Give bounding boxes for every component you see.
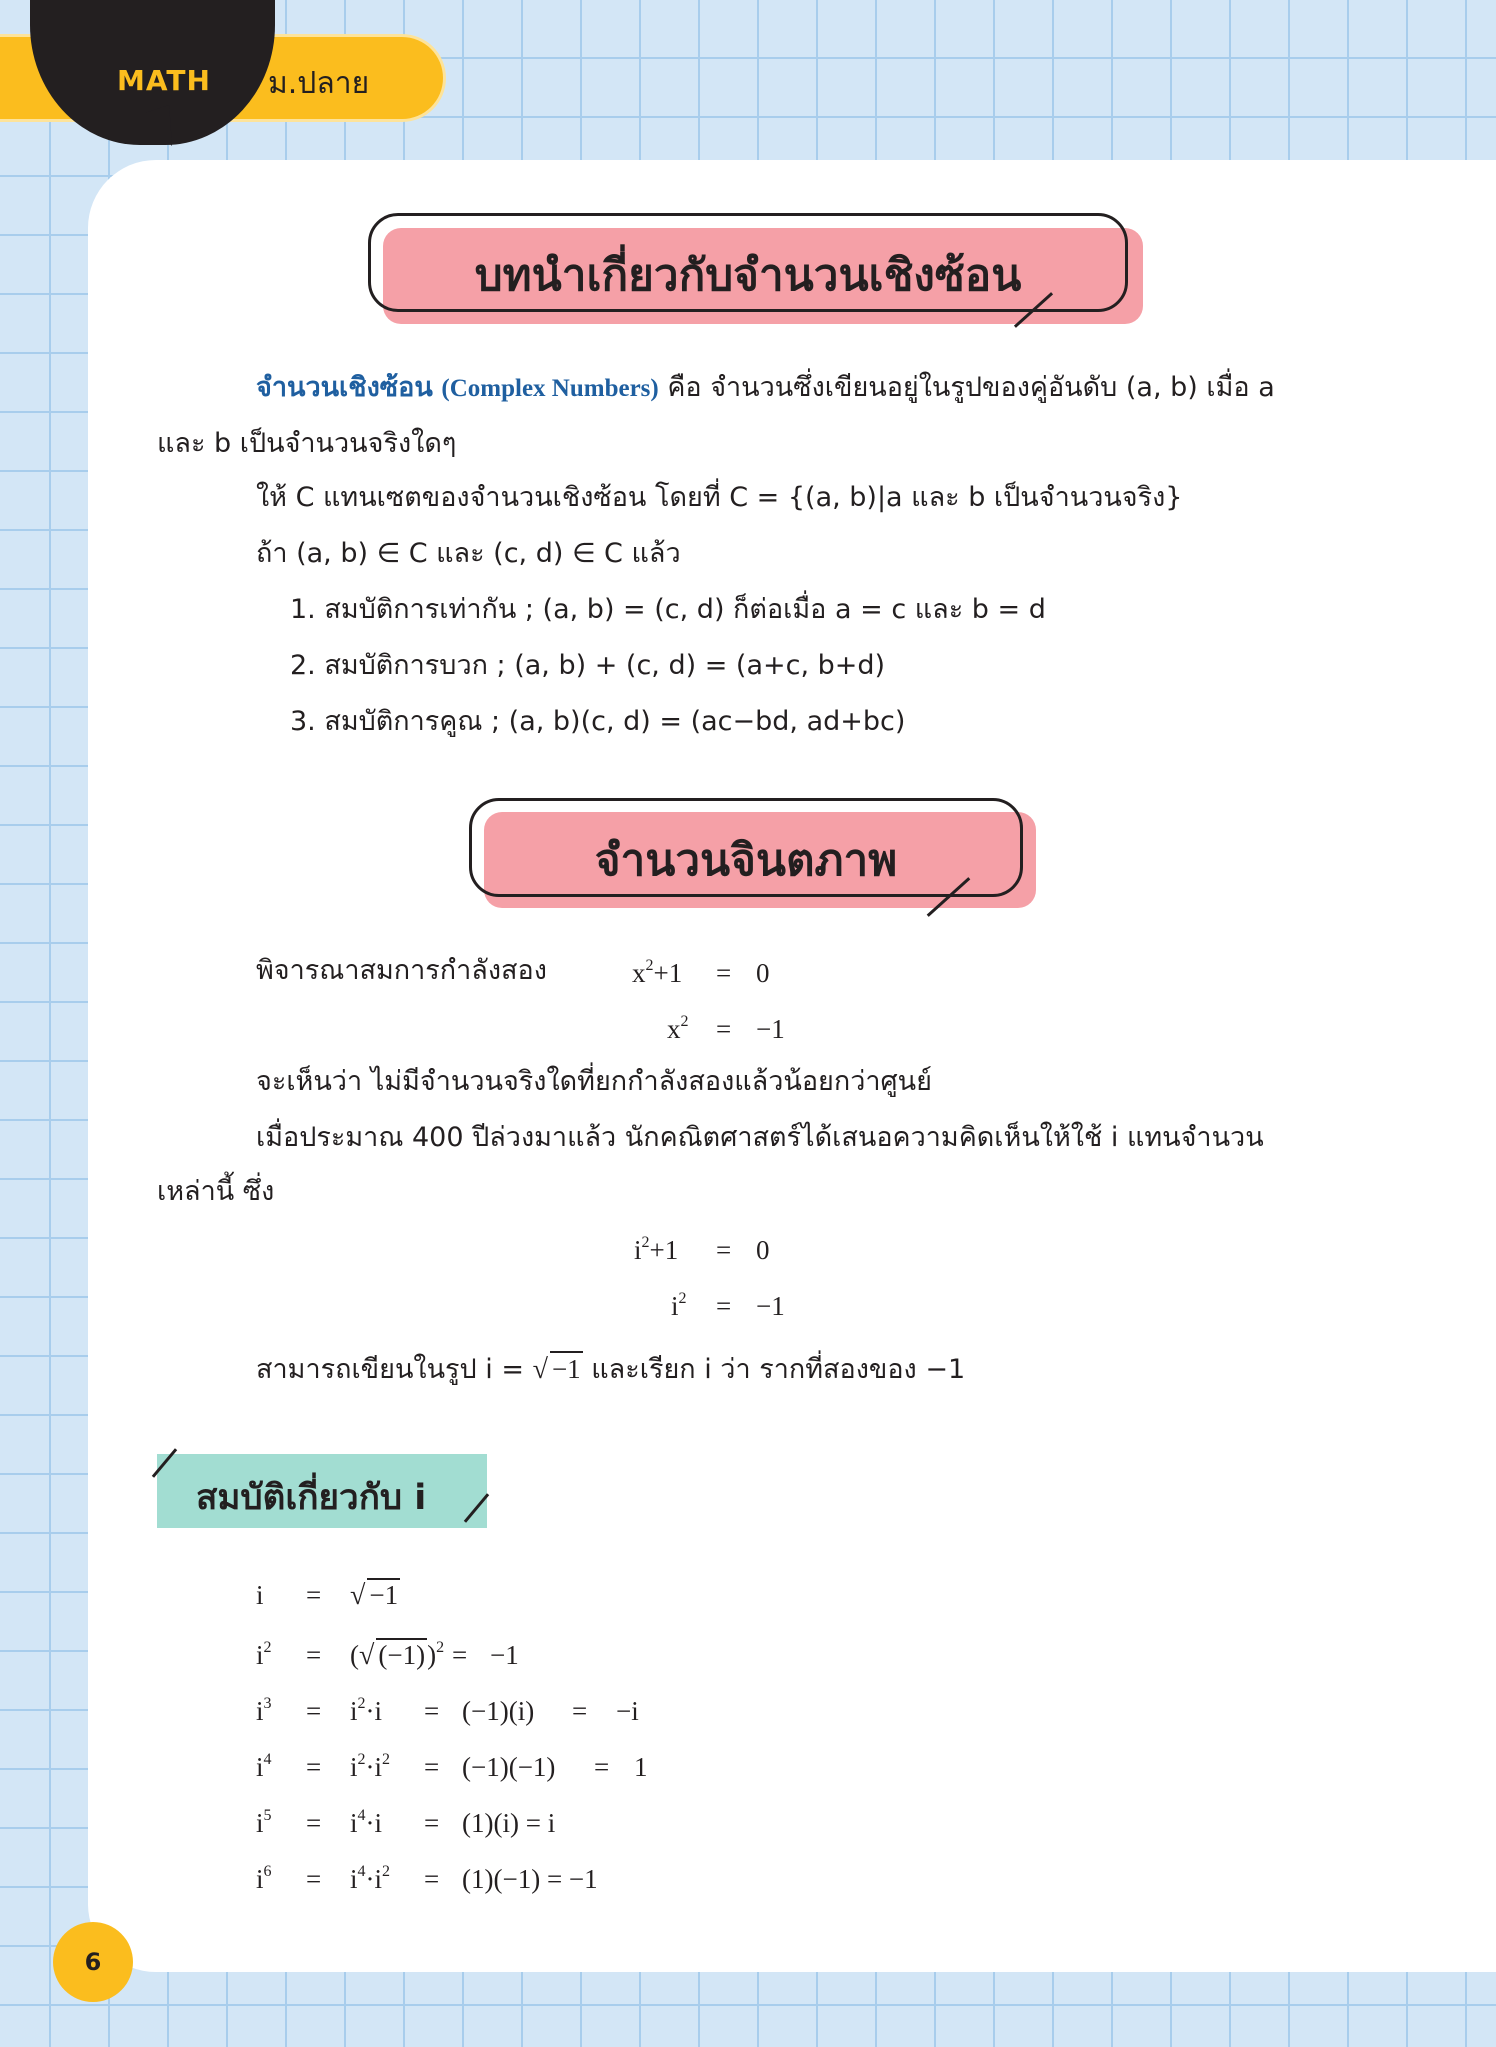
equation-x-1 (632, 958, 682, 989)
power-row-5-value: (1)(i) = i (462, 1808, 556, 1838)
eq-sign: = (306, 1752, 322, 1782)
sqrt-radicand: −1 (369, 1580, 399, 1610)
eq-rest: +1 (653, 958, 683, 988)
observation-text: จะเห็นว่า ไม่มีจำนวนจริงใดที่ยกกำลังสองแล้วน้อยกว่าศูนย์ (256, 1066, 932, 1097)
power-row-3-result: −i (616, 1696, 639, 1726)
history-line1: เมื่อประมาณ 400 ปีล่วงมาแล้ว นักคณิตศาสตร์ได้เสนอความคิดเห็นให้ใช้ i แทนจำนวน (256, 1122, 1264, 1153)
eq-rhs: −1 (756, 1014, 785, 1044)
intro-text: คือ จำนวนซึ่งเขียนอยู่ในรูปของคู่อันดับ (a, b) เมื่อ a (667, 372, 1275, 403)
sqrt-radicand: (−1) (378, 1640, 426, 1670)
eq-sign: = (424, 1696, 440, 1726)
eq-sign: = (424, 1752, 440, 1782)
eq-sign: = (572, 1696, 588, 1726)
eq-exp: 2 (680, 1013, 689, 1030)
eq-sign: = (716, 958, 732, 988)
intro-line2: และ b เป็นจำนวนจริงใดๆ (157, 428, 457, 459)
eq-var: x (632, 958, 646, 988)
eq-sign: = (306, 1640, 322, 1670)
eq-exp: 2 (678, 1290, 687, 1307)
eq-rhs: 0 (756, 1235, 770, 1265)
sqrt-definition: สามารถเขียนในรูป i = √ −1 และเรียก i ว่า รากที่สองของ −1 (256, 1351, 965, 1387)
power-row-6-mid: $i^4\cdot i^2$ (350, 1863, 391, 1894)
power-row-6-value: (1)(−1) = −1 (462, 1864, 598, 1894)
sqrt-radicand: −1 (550, 1351, 583, 1385)
eq-sign: = (716, 1291, 732, 1321)
equation-x-2 (667, 1014, 689, 1045)
power-row-3-mid: $i^2\cdot i$ (350, 1695, 383, 1726)
power-row-1-lhs: i (256, 1580, 264, 1610)
consider-text: พิจารณาสมการกำลังสอง (256, 955, 547, 986)
eq-var: i (671, 1291, 679, 1321)
set-definition: ให้ C แทนเซตของจำนวนเชิงซ้อน โดยที่ C = {(a, b)|a และ b เป็นจำนวนจริง} (256, 482, 1183, 513)
property-addition: 2. สมบัติการบวก ; (a, b) + (c, d) = (a+c, b+d) (290, 650, 886, 681)
page-number: 6 (53, 1922, 133, 2002)
eq-exp: 2 (645, 957, 654, 974)
power-row-6-lhs: $i^6$ (256, 1863, 272, 1894)
keyword-english: (Complex Numbers) (441, 375, 659, 402)
power-row-4-mid: $i^2\cdot i^2$ (350, 1751, 391, 1782)
power-row-1-value: √ −1 (350, 1580, 399, 1611)
keyword-complex: จำนวนเชิงซ้อน (256, 372, 433, 403)
eq-sign: = (424, 1808, 440, 1838)
history-line2: เหล่านี้ ซึ่ง (157, 1176, 275, 1207)
section-title-text: จำนวนจินตภาพ (594, 835, 898, 886)
property-equality: 1. สมบัติการเท่ากัน ; (a, b) = (c, d) ก็ต่อเมื่อ a = c และ b = d (290, 594, 1046, 625)
eq-rhs: 0 (756, 958, 770, 988)
sqrt-def-suffix: และเรียก i ว่า รากที่สองของ −1 (591, 1354, 966, 1385)
property-multiplication: 3. สมบัติการคูณ ; (a, b)(c, d) = (ac−bd, ad+bc) (290, 706, 906, 737)
eq-sign: = (716, 1014, 732, 1044)
power-row-5-mid: $i^4\cdot i$ (350, 1807, 383, 1838)
power-row-5-lhs: $i^5$ (256, 1807, 272, 1838)
eq-rhs: −1 (756, 1291, 785, 1321)
section-title-text: บทนำเกี่ยวกับจำนวนเชิงซ้อน (474, 250, 1022, 301)
eq-sign: = (306, 1696, 322, 1726)
power-row-3-value: (−1)(i) (462, 1696, 535, 1726)
eq-sign: = (716, 1235, 732, 1265)
power-row-4-lhs: $i^4$ (256, 1751, 272, 1782)
eq-var: i (634, 1235, 642, 1265)
eq-sign: = (452, 1640, 468, 1670)
equation-i-1 (634, 1235, 678, 1266)
eq-sign: = (306, 1864, 322, 1894)
intro-paragraph (256, 372, 1275, 404)
power-row-3-lhs: $i^3$ (256, 1695, 272, 1726)
eq-sign: = (306, 1580, 322, 1610)
power-row-4-result: 1 (634, 1752, 648, 1782)
eq-sign: = (594, 1752, 610, 1782)
subject-label: MATH (117, 64, 211, 97)
eq-exp: 2 (641, 1234, 650, 1251)
power-row-2-lhs: $i^2$ (256, 1639, 272, 1670)
power-row-2-result: −1 (490, 1640, 519, 1670)
eq-var: x (667, 1014, 681, 1044)
power-row-4-value: (−1)(−1) (462, 1752, 556, 1782)
power-row-2-value: (√ (−1))$^2$ (350, 1639, 445, 1671)
if-condition: ถ้า (a, b) ∈ C และ (c, d) ∈ C แล้ว (256, 538, 681, 569)
section-title-text: สมบัติเกี่ยวกับ i (196, 1478, 427, 1518)
eq-sign: = (306, 1808, 322, 1838)
eq-sign: = (424, 1864, 440, 1894)
equation-i-2 (671, 1291, 687, 1322)
sqrt-def-prefix: สามารถเขียนในรูป i = (256, 1354, 524, 1385)
eq-rest: +1 (649, 1235, 679, 1265)
level-label: ม.ปลาย (268, 66, 370, 101)
